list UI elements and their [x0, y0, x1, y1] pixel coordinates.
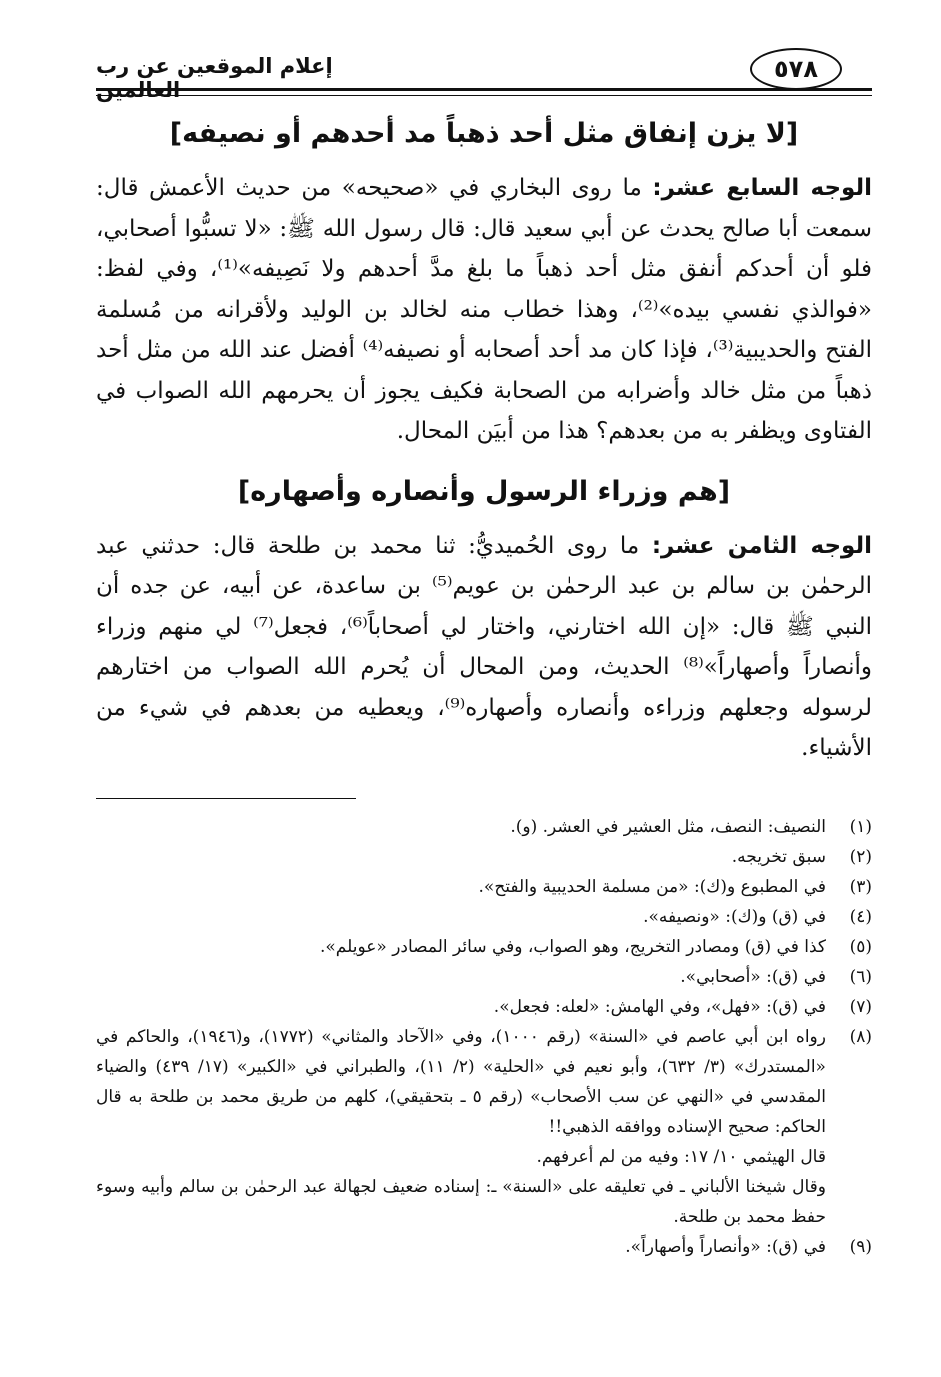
- footnote-number: (٨): [849, 1027, 872, 1047]
- footnote-continuation: قال الهيثمي ١٠/ ١٧: وفيه من لم أعرفهم.: [536, 1147, 826, 1167]
- section-lead: الوجه السابع عشر:: [652, 175, 872, 201]
- footnote-continuation: وقال شيخنا الألباني ـ في تعليقه على «السنة» ـ: إسناده ضعيف لجهالة عبد الرحمٰن بن سالم وأبيه وسوء حفظ محمد بن طلحة.: [96, 1177, 826, 1227]
- footnote-number: (٣): [849, 877, 872, 897]
- footnote-number: (٩): [849, 1237, 872, 1257]
- section-body: ما روى الحُميديُّ: ثنا محمد بن طلحة قال: حدثني عبد الرحمٰن بن سالم بن عبد الرحمٰن بن عويم⁽⁵⁾ بن ساعدة، عن أبيه، عن جده أن النبي ﷺ قال: «إن الله اختارني، واختار لي أصحاباً⁽⁶⁾، فجعل⁽⁷⁾ لي منهم وزراء وأنصاراً وأصهاراً»⁽⁸⁾ الحديث، ومن المحال أن يُحرم الله الصواب من اختارهم لرسوله وجعلهم وزراءه وأنصاره وأصهاره⁽⁹⁾، ويعطيه من بعدهم في شيء من الأشياء.: [96, 532, 873, 761]
- footnote-text: في (ق): «فهل»، وفي الهامش: «لعله: فجعل».: [493, 997, 826, 1017]
- footnote-number: (٦): [849, 967, 872, 987]
- section-paragraph: [96, 526, 872, 769]
- footnote-text: في (ق): «أصحابي».: [680, 967, 826, 987]
- footnote-number: (٥): [849, 937, 872, 957]
- footnote: [96, 812, 872, 842]
- section-body: ما روى البخاري في «صحيحه» من حديث الأعمش قال: سمعت أبا صالح يحدث عن أبي سعيد قال: قال رسول الله ﷺ: «لا تسبُّوا أصحابي، فلو أن أحدكم أنفق مثل أحد ذهباً ما بلغ مدَّ أحدهم ولا نَصِيفه»⁽¹⁾، وفي لفظ: «فوالذي نفسي بيده»⁽²⁾، وهذا خطاب منه لخالد بن الوليد ولأقرانه من مُسلمة الفتح والحديبية⁽³⁾، فإذا كان مد أحد أصحابه أو نصيفه⁽⁴⁾ أفضل عند الله من مثل أحد ذهباً من مثل خالد وأضرابه من الصحابة فكيف يجوز أن يحرمهم الله الصواب في الفتاوى ويظفر به من بعدهم؟ هذا من أبيَن المحال.: [96, 175, 872, 444]
- header-rule-thin: [96, 95, 872, 96]
- running-title: إعلام الموقعين عن رب العالمين: [96, 54, 333, 102]
- footnote-text: سبق تخريجه.: [731, 847, 826, 867]
- page-header: [96, 40, 872, 100]
- footnote: [96, 1022, 872, 1142]
- footnote: [96, 902, 872, 932]
- footnote-number: (٢): [849, 847, 872, 867]
- footnote-text: في (ق): «وأنصاراً وأصهاراً».: [625, 1237, 826, 1257]
- footnote: [96, 932, 872, 962]
- footnote-number: (١): [849, 817, 872, 837]
- footnote-text: رواه ابن أبي عاصم في «السنة» (رقم ١٠٠٠)، وفي «الآحاد والمثاني» (١٧٧٢)، و(١٩٤٦)، والحاكم في «المستدرك» (٣/ ٦٣٢)، وأبو نعيم في «الحلية» (٢/ ١١)، والطبراني في «الكبير» (١٧/ ٤٣٩) والضياء المقدسي في «النهي عن سب الأصحاب» (رقم ٥ ـ بتحقيقي)، كلهم من طريق محمد بن طلحة به قال الحاكم: صحيح الإسناده ووافقه الذهبي!!: [96, 1027, 826, 1137]
- footnote-separator: [96, 798, 356, 799]
- section-heading: [لا يزن إنفاق مثل أحد ذهباً مد أحدهم أو نصيفه]: [169, 118, 799, 149]
- footnote: [96, 1232, 872, 1262]
- section-lead: الوجه الثامن عشر:: [651, 532, 872, 559]
- section-paragraph: [96, 168, 872, 452]
- main-text: [96, 104, 872, 769]
- footnote: [96, 842, 872, 872]
- footnote: [96, 992, 872, 1022]
- footnote: [96, 962, 872, 992]
- footnote-number: (٧): [849, 997, 872, 1017]
- footnote-text: في المطبوع و(ك): «من مسلمة الحديبية والفتح».: [478, 877, 826, 897]
- footnotes: [96, 812, 872, 1262]
- footnote-text: النصيف: النصف، مثل العشير في العشر. (و).: [510, 817, 826, 837]
- footnote-number: (٤): [849, 907, 872, 927]
- header-rule: [96, 88, 872, 91]
- section-heading: [هم وزراء الرسول وأنصاره وأصهاره]: [237, 475, 731, 507]
- footnote-text: كذا في (ق) ومصادر التخريج، وهو الصواب، وفي سائر المصادر «عويلم».: [320, 937, 826, 957]
- page-number: ٥٧٨: [750, 48, 842, 90]
- footnote: [96, 872, 872, 902]
- footnote-text: في (ق) و(ك): «ونصيفه».: [643, 907, 826, 927]
